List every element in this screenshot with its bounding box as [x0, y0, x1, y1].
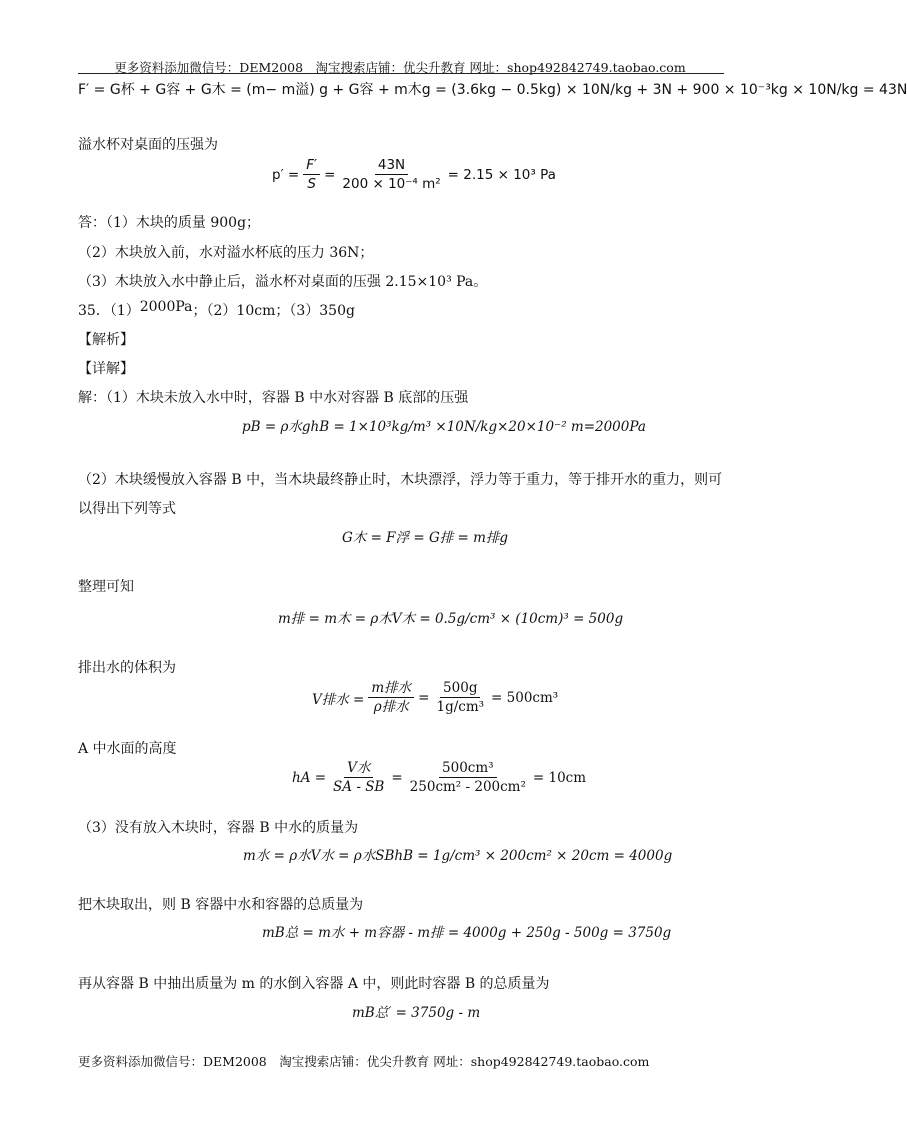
eq6-frac2-den: 1g/cm³	[436, 699, 485, 715]
equation-b-total-mass: mB总 = m水 + m容器 - m排 = 4000g + 250g - 500g = 3750g	[262, 925, 672, 941]
equation-total-force	[78, 79, 907, 99]
solution-step-5: A 中水面的高度	[78, 741, 177, 757]
solution-step-7: 把木块取出，则 B 容器中水和容器的总质量为	[78, 897, 364, 913]
page-footer: 更多资料添加微信号：DEM2008 淘宝搜索店铺：优尖升教育 网址：shop492842749.taobao.com	[78, 1054, 650, 1069]
eq2-frac1-den: S	[307, 176, 316, 192]
eq7-frac1-den: SA - SB	[333, 779, 385, 795]
solution-step-3: 整理可知	[78, 579, 134, 595]
answer-1: 答：（1）木块的质量 900g；	[78, 215, 261, 231]
solution-step-2b: 以得出下列等式	[78, 501, 176, 517]
equation-pb: pB = ρ水ghB = 1×10³kg/m³ ×10N/kg×20×10⁻² m=2000Pa	[242, 419, 646, 435]
equation-displaced-mass: m排 = m木 = ρ木V木 = 0.5g/cm³ × (10cm)³ = 500g	[278, 611, 624, 627]
eq2-frac2-num: 43N	[375, 157, 408, 175]
eq2-lhs: p′ =	[272, 166, 300, 183]
eq6-frac2-num: 500g	[440, 680, 480, 698]
eq6-lhs: V排水 =	[312, 691, 365, 708]
equation-displaced-volume	[312, 680, 558, 715]
text-overflow-cup-pressure: 溢水杯对桌面的压强为	[78, 137, 218, 153]
equation-height-a	[292, 760, 586, 795]
page-header: 更多资料添加微信号：DEM2008 淘宝搜索店铺：优尖升教育 网址：shop492842749.taobao.com	[114, 60, 686, 75]
solution-step-8: 再从容器 B 中抽出质量为 m 的水倒入容器 A 中，则此时容器 B 的总质量为	[78, 976, 550, 992]
eq7-rhs: = 10cm	[532, 769, 587, 786]
question-35-answer	[78, 300, 355, 320]
q35-rest: ；（2）10cm；（3）350g	[192, 303, 355, 319]
eq2-frac2-den: 200 × 10⁻⁴ m²	[342, 176, 441, 192]
tag-analysis: 【解析】	[78, 332, 134, 348]
equation-water-mass: m水 = ρ水V水 = ρ水SBhB = 1g/cm³ × 200cm² × 20cm = 4000g	[243, 848, 673, 864]
solution-step-1: 解：（1）木块未放入水中时，容器 B 中水对容器 B 底部的压强	[78, 390, 469, 406]
equation-total-force-rhs: = (3.6kg − 0.5kg) × 10N/kg + 3N + 900 × 10⁻³kg × 10N/kg = 43N	[435, 82, 907, 98]
eq6-rhs: = 500cm³	[491, 689, 559, 706]
eq6-frac1-num: m排水	[368, 680, 414, 698]
eq7-frac2-num: 500cm³	[439, 760, 497, 778]
tag-detail: 【详解】	[78, 361, 134, 377]
equation-buoyancy: G木 = F浮 = G排 = m排g	[342, 530, 509, 546]
eq7-frac2-den: 250cm² - 200cm²	[409, 779, 526, 795]
q35-number: 35．（1）	[78, 303, 140, 319]
eq2-mid: =	[324, 166, 336, 183]
eq7-mid: =	[391, 769, 403, 786]
answer-3: （3）木块放入水中静止后，溢水杯对桌面的压强 2.15×10³ Pa。	[78, 274, 488, 290]
header-divider	[78, 73, 724, 74]
solution-step-4: 排出水的体积为	[78, 660, 176, 676]
equation-total-force-lhs: F′ = G杯 + G容 + G木 = (m− m溢) g + G容 + m木g	[78, 82, 431, 98]
equation-b-total-mass-after: mB总′ = 3750g - m	[352, 1005, 481, 1021]
solution-step-6: （3）没有放入木块时，容器 B 中水的质量为	[78, 820, 359, 836]
equation-pressure	[272, 157, 556, 192]
eq2-frac1-num: F′	[303, 157, 320, 175]
eq6-mid: =	[418, 689, 430, 706]
solution-step-2a: （2）木块缓慢放入容器 B 中，当木块最终静止时，木块漂浮，浮力等于重力，等于排开水的重力，则可	[78, 472, 723, 488]
answer-2: （2）木块放入前，水对溢水杯底的压力 36N；	[78, 245, 374, 261]
eq2-rhs: = 2.15 × 10³ Pa	[447, 166, 556, 183]
eq6-frac1-den: ρ排水	[373, 699, 409, 715]
eq7-lhs: hA =	[292, 769, 327, 786]
eq7-frac1-num: V水	[344, 760, 373, 778]
q35-value-1: 2000Pa	[139, 299, 193, 315]
